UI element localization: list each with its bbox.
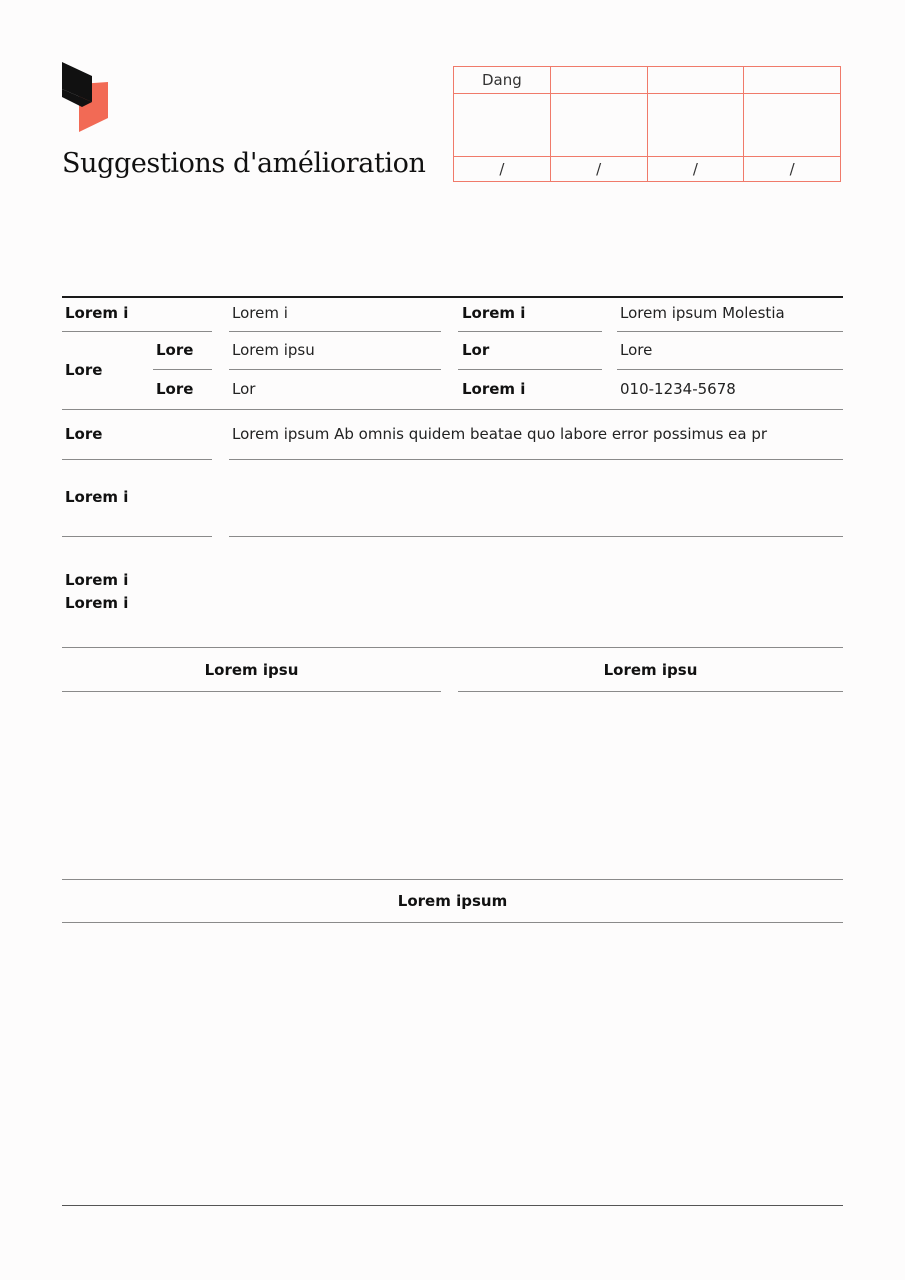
row3-value-left[interactable]: Lor (232, 380, 256, 398)
row1-label-right: Lorem i (462, 304, 526, 322)
approval-sign-box[interactable] (744, 94, 841, 157)
row2-value-right[interactable]: Lore (620, 341, 653, 359)
approval-sign-box[interactable] (647, 94, 744, 157)
divider (458, 369, 602, 370)
bottom-section-header: Lorem ipsum (397, 892, 508, 910)
row1-label-left: Lorem i (65, 304, 129, 322)
divider (458, 691, 843, 692)
row2-sub-label: Lore (156, 341, 194, 359)
divider (617, 331, 843, 332)
right-section-content[interactable] (458, 693, 843, 877)
divider (458, 331, 602, 332)
row3-sub-label: Lore (156, 380, 194, 398)
logo-icon (62, 62, 110, 134)
divider (62, 691, 441, 692)
divider (62, 922, 843, 923)
row4-label: Lore (65, 425, 103, 443)
table-top-rule (62, 296, 843, 298)
row2-group-label: Lore (65, 361, 103, 379)
divider (62, 331, 212, 332)
row4-value[interactable]: Lorem ipsum Ab omnis quidem beatae quo labore error possimus ea pr (232, 425, 768, 443)
row6-label-line1: Lorem i (65, 571, 129, 589)
divider (617, 369, 843, 370)
divider (229, 459, 843, 460)
bottom-section-content[interactable] (62, 924, 843, 1203)
row1-value-right[interactable]: Lorem ipsum Molestia (620, 304, 785, 322)
approval-date[interactable]: / (454, 157, 551, 182)
divider (62, 459, 212, 460)
divider (62, 409, 843, 410)
page-title: Suggestions d'amélioration (62, 148, 426, 179)
left-section-content[interactable] (62, 693, 441, 877)
divider (62, 536, 212, 537)
divider (229, 536, 843, 537)
divider (153, 369, 212, 370)
approval-col4-label (744, 67, 841, 94)
divider (62, 879, 843, 880)
divider (62, 1205, 843, 1206)
approval-sign-box[interactable] (550, 94, 647, 157)
row5-label: Lorem i (65, 488, 129, 506)
right-section-header: Lorem ipsu (603, 661, 698, 679)
row1-value-left[interactable]: Lorem i (232, 304, 288, 322)
row6-label-line2: Lorem i (65, 594, 129, 612)
approval-col2-label (550, 67, 647, 94)
approval-date[interactable]: / (744, 157, 841, 182)
row2-label-right: Lor (462, 341, 490, 359)
row3-value-right[interactable]: 010-1234-5678 (620, 380, 736, 398)
approval-grid (453, 66, 841, 181)
approval-date[interactable]: / (550, 157, 647, 182)
approval-col3-label (647, 67, 744, 94)
row3-label-right: Lorem i (462, 380, 526, 398)
divider (229, 369, 441, 370)
approval-sign-box[interactable] (454, 94, 551, 157)
divider (62, 647, 843, 648)
left-section-header: Lorem ipsu (204, 661, 299, 679)
approval-date[interactable]: / (647, 157, 744, 182)
row2-value-left[interactable]: Lorem ipsu (232, 341, 315, 359)
divider (229, 331, 441, 332)
approval-col1-label: Dang (454, 67, 551, 94)
